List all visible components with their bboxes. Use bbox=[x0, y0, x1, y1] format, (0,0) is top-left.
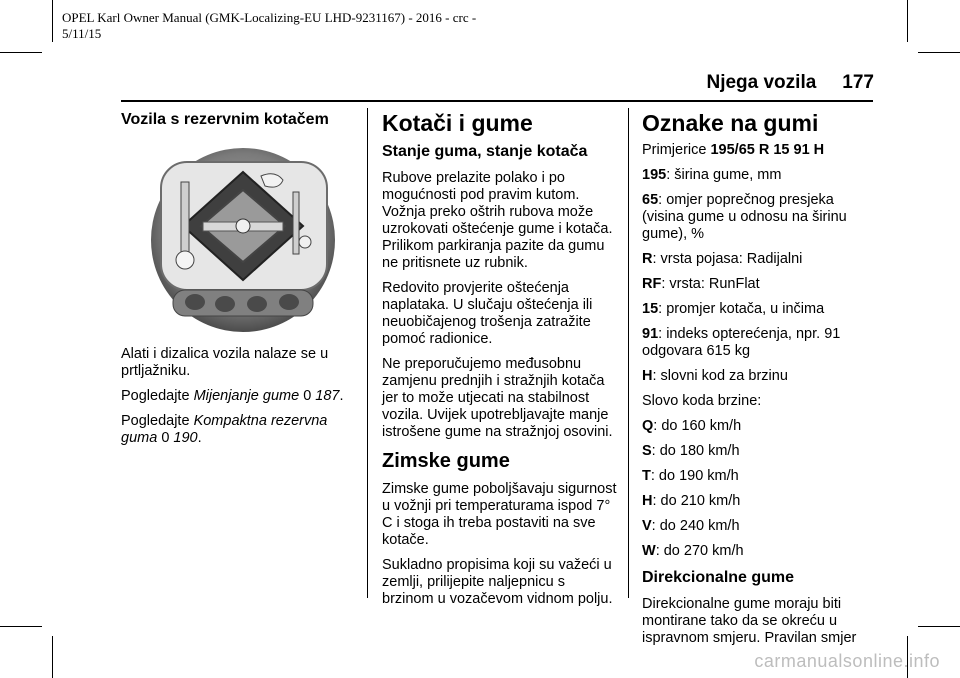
list-item: S: do 180 km/h bbox=[642, 443, 740, 459]
spare-wheel-tool-kit-illustration bbox=[143, 142, 343, 332]
subsection-heading: Stanje guma, stanje kotača bbox=[382, 143, 588, 160]
page-number: 177 bbox=[842, 72, 874, 93]
paragraph: Rubove prelazite polako i po mogućnosti pod pravim kutom. Vožnja preko oštrih rubova može uzrokovati oštećenje gume i kotača. Prilikom parkiranja pazite da gumu ne pritisnete uz rubnik. bbox=[382, 170, 613, 271]
list-item: 91: indeks opterećenja, npr. 91 odgovara 615 kg bbox=[642, 326, 841, 359]
section-heading: Zimske gume bbox=[382, 450, 510, 472]
example-line: Primjerice 195/65 R 15 91 H bbox=[642, 142, 825, 158]
list-item: T: do 190 km/h bbox=[642, 468, 739, 484]
crop-mark bbox=[0, 52, 42, 53]
cross-reference: Pogledajte Mijenjanje gume 0 187. bbox=[121, 388, 344, 404]
crop-mark bbox=[52, 636, 53, 678]
page-arrow-icon: 0 bbox=[161, 430, 170, 446]
paragraph: Redovito provjerite oštećenja naplataka. U slučaju oštećenja ili neuobičajenog trošenja zatražite pomoć radionice. bbox=[382, 280, 593, 347]
list-item: H: slovni kod za brzinu bbox=[642, 368, 788, 384]
section-title: Oznake na gumi bbox=[642, 110, 819, 136]
paragraph: Ne preporučujemo međusobnu zamjenu prednjih i stražnjih kotača jer to može utjecati na stabilnost vozila. Uvijek upotrebljavajte manje istrošene gume na stražnjoj osovini. bbox=[382, 356, 613, 440]
paragraph: Sukladno propisima koji su važeći u zemlji, prilijepite naljepnicu s brzinom u vozačevom vidnom polju. bbox=[382, 557, 613, 607]
tyre-code-list bbox=[642, 167, 876, 385]
list-item: R: vrsta pojasa: Radijalni bbox=[642, 251, 803, 267]
subsection-heading: Direkcionalne gume bbox=[642, 569, 795, 586]
column-divider bbox=[367, 108, 368, 598]
crop-mark bbox=[918, 626, 960, 627]
list-item: RF: vrsta: RunFlat bbox=[642, 276, 760, 292]
list-item: H: do 210 km/h bbox=[642, 493, 741, 509]
tyre-code-example: 195/65 R 15 91 H bbox=[710, 142, 825, 158]
list-item: 15: promjer kotača, u inčima bbox=[642, 301, 825, 317]
speed-code-list bbox=[642, 418, 876, 560]
list-item: V: do 240 km/h bbox=[642, 518, 740, 534]
section-heading: Vozila s rezervnim kotačem bbox=[121, 111, 329, 128]
column-divider bbox=[628, 108, 629, 598]
running-head bbox=[706, 72, 874, 94]
list-item: W: do 270 km/h bbox=[642, 543, 744, 559]
paragraph: Zimske gume poboljšavaju sigurnost u vožnji pri temperaturama ispod 7° C i stoga ih treba postaviti na sve kotače. bbox=[382, 481, 617, 548]
page-arrow-icon: 0 bbox=[303, 388, 312, 404]
crop-mark bbox=[52, 0, 53, 42]
paragraph: Slovo koda brzine: bbox=[642, 393, 762, 409]
paragraph: Alati i dizalica vozila nalaze se u prtljažniku. bbox=[121, 346, 329, 379]
chapter-title: Kotači i gume bbox=[382, 110, 533, 136]
list-item: 195: širina gume, mm bbox=[642, 167, 782, 183]
list-item: 65: omjer poprečnog presjeka (visina gume u odnosu na širinu gume), % bbox=[642, 192, 847, 242]
watermark: carmanualsonline.info bbox=[754, 651, 940, 671]
paragraph: Direkcionalne gume moraju biti montirane tako da se okreću u ispravnom smjeru. Pravilan smjer bbox=[642, 596, 857, 646]
list-item: Q: do 160 km/h bbox=[642, 418, 742, 434]
crop-mark bbox=[918, 52, 960, 53]
crop-mark bbox=[907, 0, 908, 42]
section-title: Njega vozila bbox=[706, 72, 817, 93]
cross-reference: Pogledajte Kompaktna rezervna guma 0 190. bbox=[121, 413, 328, 446]
column-2 bbox=[382, 110, 620, 616]
column-3 bbox=[642, 110, 876, 655]
reference-link[interactable]: Kompaktna rezervna guma bbox=[121, 413, 328, 446]
crop-mark bbox=[0, 626, 42, 627]
column-1 bbox=[121, 110, 349, 455]
print-header: OPEL Karl Owner Manual (GMK-Localizing-EU LHD-9231167) - 2016 - crc - 5/11/15 bbox=[62, 10, 477, 41]
header-rule bbox=[121, 100, 873, 102]
reference-link[interactable]: Mijenjanje gume bbox=[193, 388, 300, 404]
